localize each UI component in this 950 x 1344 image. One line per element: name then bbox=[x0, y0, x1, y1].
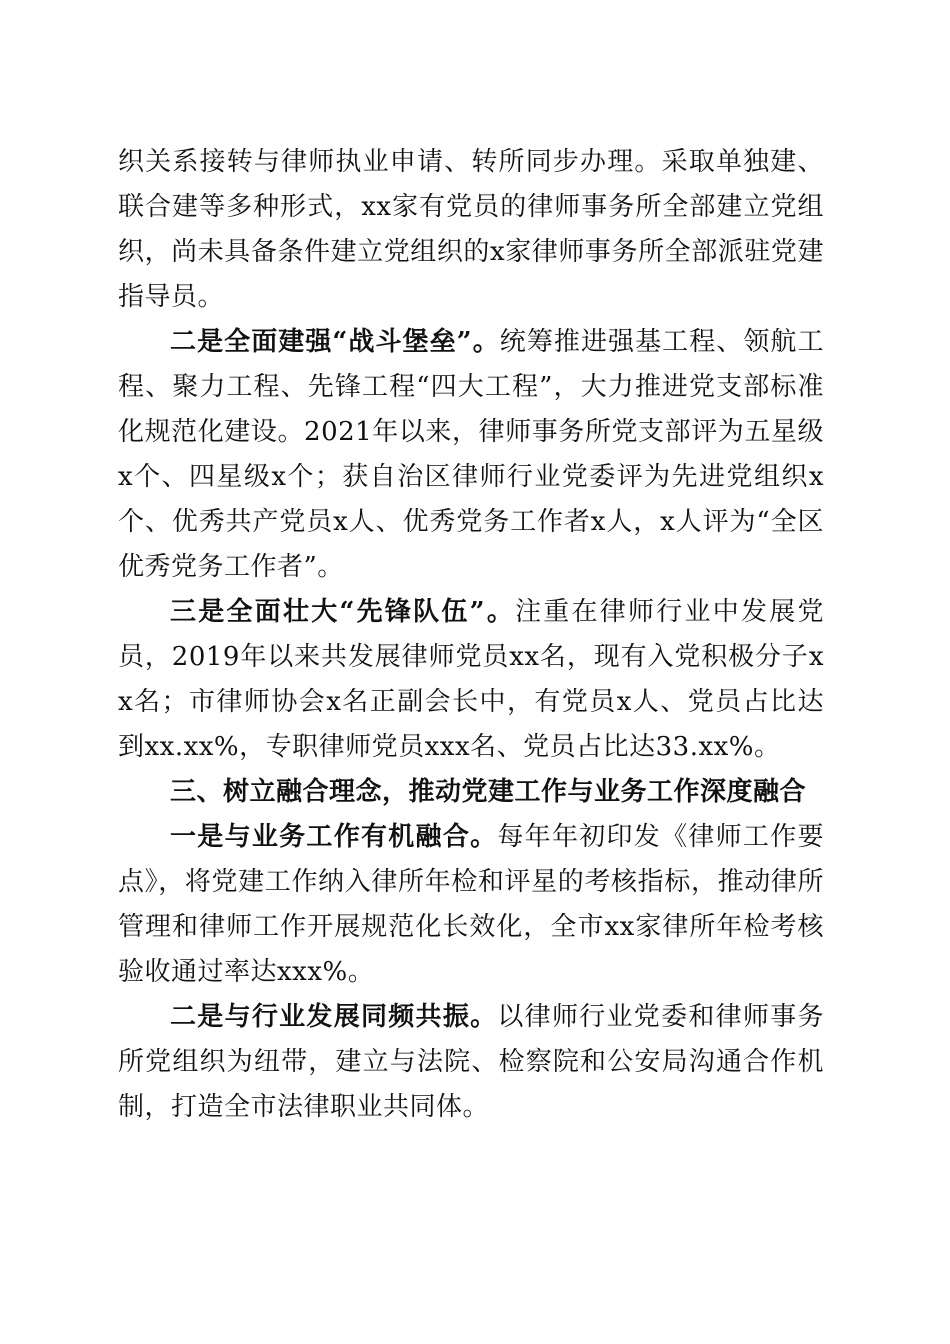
paragraph-body: 织关系接转与律师执业申请、转所同步办理。采取单独建、联合建等多种形式，xx家有党员的律师事务所全部建立党组织，尚未具备条件建立党组织的x家律师事务所全部派驻党建指导员。 bbox=[118, 147, 824, 312]
paragraph-pioneer-team bbox=[118, 590, 824, 770]
paragraph-body: 以律师行业党委和律师事务所党组织为纽带，建立与法院、检察院和公安局沟通合作机制，打造全市法律职业共同体。 bbox=[118, 1002, 824, 1122]
section-heading: 三、树立融合理念，推动党建工作与业务工作深度融合 bbox=[170, 777, 807, 807]
paragraph-business-integration bbox=[118, 815, 824, 995]
paragraph-battle-fortress bbox=[118, 320, 824, 590]
paragraph-body: 统筹推进强基工程、领航工程、聚力工程、先锋工程“四大工程”，大力推进党支部标准化规范化建设。2021年以来，律师事务所党支部评为五星级x个、四星级x个；获自治区律师行业党委评为先进党组织x个、优秀共产党员x人、优秀党务工作者x人，x人评为“全区优秀党务工作者”。 bbox=[118, 327, 824, 582]
document-body bbox=[118, 140, 824, 1130]
paragraph-continuation bbox=[118, 140, 824, 320]
paragraph-body: 每年年初印发《律师工作要点》，将党建工作纳入律所年检和评星的考核指标，推动律所管理和律师工作开展规范化长效化，全市xx家律所年检考核验收通过率达xxx%。 bbox=[118, 822, 824, 987]
paragraph-lead: 一是与业务工作有机融合。 bbox=[170, 822, 498, 852]
paragraph-body: 注重在律师行业中发展党员，2019年以来共发展律师党员xx名，现有入党积极分子xx名；市律师协会x名正副会长中，有党员x人、党员占比达到xx.xx%，专职律师党员xxx名、党员占比达33.xx%。 bbox=[118, 597, 824, 762]
paragraph-lead: 三是全面壮大“先锋队伍”。 bbox=[170, 597, 516, 627]
paragraph-lead: 二是与行业发展同频共振。 bbox=[170, 1002, 498, 1032]
paragraph-industry-development bbox=[118, 995, 824, 1130]
paragraph-lead: 二是全面建强“战斗堡垒”。 bbox=[170, 327, 500, 357]
